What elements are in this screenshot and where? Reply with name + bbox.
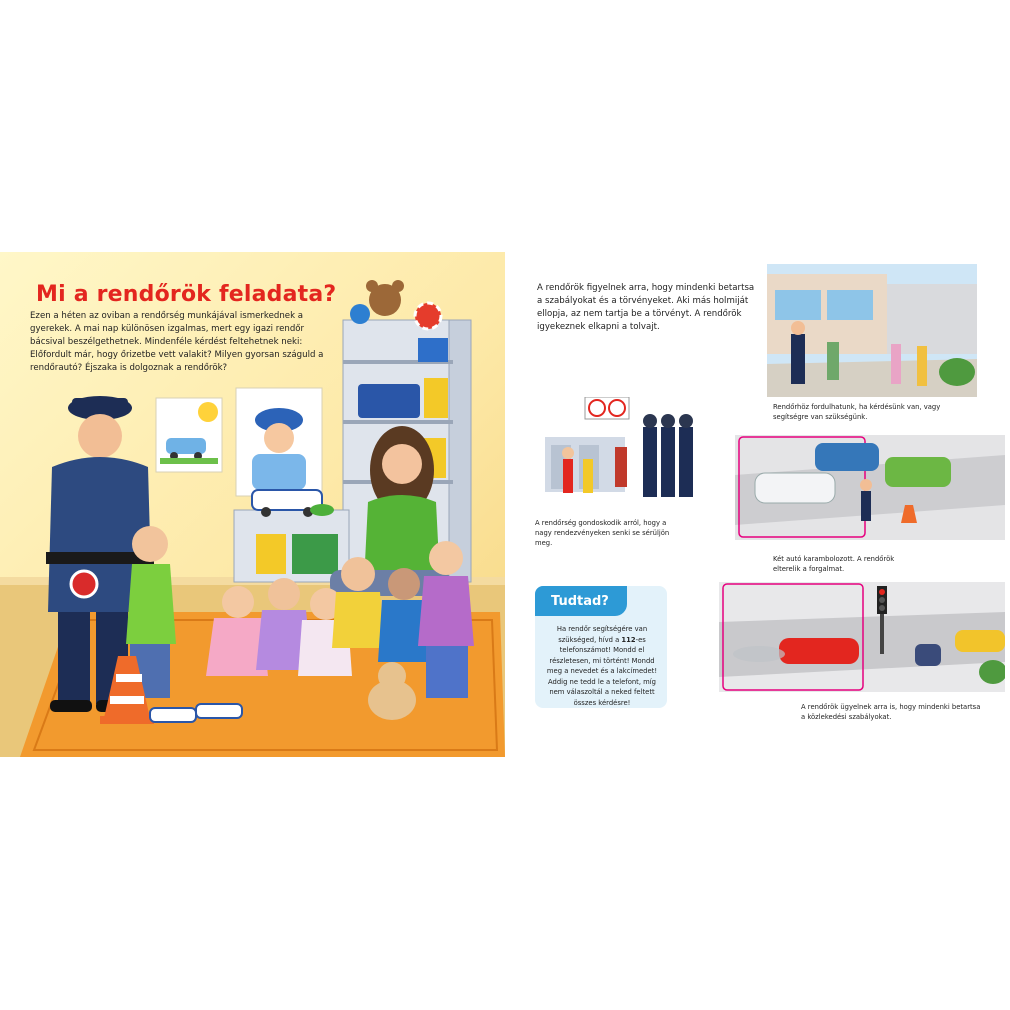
right-intro-paragraph: A rendőrök figyelnek arra, hogy mindenki betartsa a szabályokat és a törvényeket. Aki más holmiját ellopja, az nem tartja be a törvényt. A rendőrök igyekeznek elkapni a tolvajt. <box>537 283 755 332</box>
crash-caption: Két autó karambolozott. A rendőrök elterelik a forgalmat. <box>773 555 895 573</box>
street-caption: Rendőrhöz fordulhatunk, ha kérdésünk van, vagy segítségre van szükségünk. <box>773 403 941 421</box>
did-you-know-text-before: Ha rendőr segítségére van szükséged, hívd a <box>556 625 648 644</box>
page-title: Mi a rendőrök feladata? <box>36 282 337 307</box>
left-intro-paragraph: Ezen a héten az oviban a rendőrség munkájával ismerkednek a gyerekek. A mai nap különösen izgalmas, mert egy igazi rendőr bácsival beszélgethetnek. Mindenféle kérdést feltehetnek neki: Előfordult már, hogy őrizetbe vett valakit? Milyen gyorsan száguld a rendőrautó? Éjszaka is dolgoznak a rendőrök? <box>30 311 324 373</box>
traffic-rules-illustration <box>719 582 1005 692</box>
no-fireworks-sign-icon <box>585 397 629 419</box>
traffic-caption: A rendőrök ügyelnek arra is, hogy mindenki betartsa a közlekedési szabályokat. <box>801 703 981 721</box>
teddy-bear-icon <box>350 280 404 324</box>
right-page <box>505 252 1010 757</box>
did-you-know-box <box>535 586 667 708</box>
event-caption: A rendőrség gondoskodik arról, hogy a nagy rendezvényeken senki se sérüljön meg. <box>535 519 670 547</box>
emergency-number: 112 <box>621 635 636 644</box>
left-page <box>0 252 505 757</box>
did-you-know-title: Tudtad? <box>551 594 609 609</box>
wall-drawing-policeman <box>236 388 322 496</box>
street-scene-illustration <box>767 264 977 397</box>
did-you-know-text-after: -es telefonszámot! Mondd el részletesen, mi történt! Mondd meg a nevedet és a lakcímedet! Addig ne tedd le a telefont, míg nem válaszoltál a neked feltett összes kérdésre! <box>546 635 658 707</box>
event-security-illustration <box>545 397 705 512</box>
car-crash-illustration <box>735 435 1005 540</box>
toy-police-bus-icon <box>358 384 420 418</box>
did-you-know-text <box>543 624 661 708</box>
wall-drawing-car <box>156 398 222 472</box>
